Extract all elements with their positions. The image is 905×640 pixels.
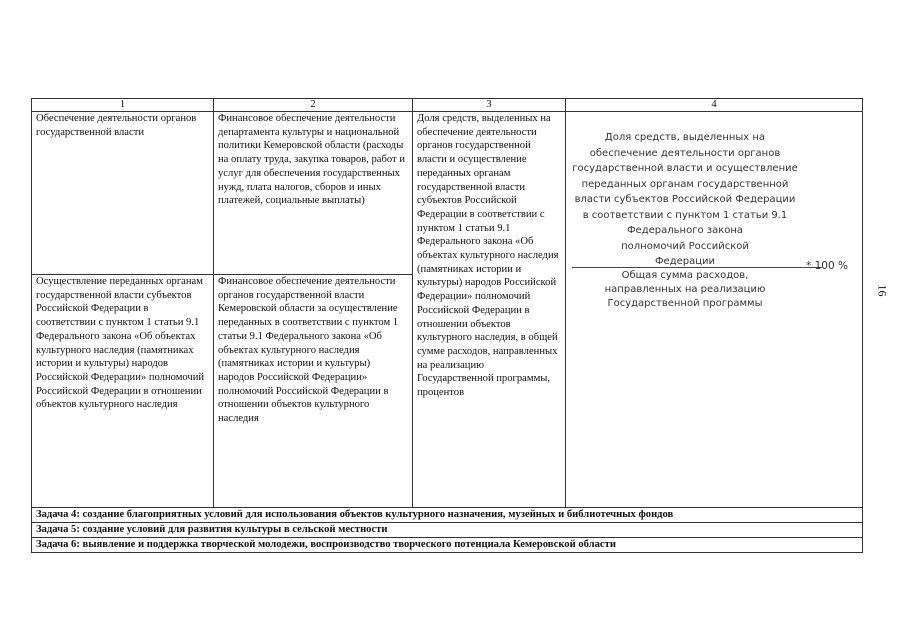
table-cell <box>32 275 214 508</box>
table-cell <box>32 112 214 275</box>
task-row <box>32 523 863 538</box>
activity-description: Финансовое обеспечение деятельности департамента культуры и национальной политики Кемеровской области (расходы на оплату труда, закупка товаров, работ и услуг для обеспечения государственных нужд, плата налогов, сборов и иных платежей, социальные выплаты) <box>218 113 405 207</box>
activity-description: Финансовое обеспечение деятельности органов государственной власти Кемеровской области за осуществление переданных в соответствии с пунктом 1 статьи 9.1 Федерального закона «Об объектах культурного наследия (памятниках истории и культуры) народов Российской Федерации» полномочий Российской Федерации в отношении объектов культурного наследия <box>218 276 399 425</box>
column-header-2: 2 <box>214 99 413 112</box>
formula-multiplier: * 100 % <box>806 260 848 272</box>
column-header-4: 4 <box>566 99 863 112</box>
task-4: Задача 4: создание благоприятных условий для использования объектов культурного назначения, музейных и библиотечных фондов <box>32 508 863 523</box>
header-row <box>32 99 863 112</box>
indicator-cell <box>413 112 566 508</box>
task-6: Задача 6: выявление и поддержка творческой молодежи, воспроизводство творческого потенциала Кемеровской области <box>32 538 863 553</box>
calculation-formula <box>566 130 858 320</box>
column-header-1: 1 <box>32 99 214 112</box>
table-cell <box>214 112 413 275</box>
formula-denominator: Общая сумма расходов, направленных на реализацию Государственной программы <box>604 270 766 309</box>
fraction-line <box>572 267 800 268</box>
task-row <box>32 508 863 523</box>
formula-numerator: Доля средств, выделенных на обеспечение деятельности органов государственной власти и осуществление переданных органам государственной власти субъектов Российской Федерации в соответствии с пунктом 1 статьи 9.1 Федерального закона полномочий Российской Федерации <box>572 132 798 267</box>
page-number: 16 <box>875 284 890 297</box>
table-cell <box>214 275 413 508</box>
task-row <box>32 538 863 553</box>
indicator-name: Доля средств, выделенных на обеспечение деятельности органов государственной власти и осуществление переданных органам государственной власти субъектов Российской Федерации в соответствии с пунктом 1 статьи 9.1 Федерального закона «Об объектах культурного наследия (памятниках истории и культуры) народов Российской Федерации» полномочий Российской Федерации в отношении объектов культурного наследия, в общей сумме расходов, направленных на реализацию Государственной программы, процентов <box>417 113 559 399</box>
task-5: Задача 5: создание условий для развития культуры в сельской местности <box>32 523 863 538</box>
activity-name: Осуществление переданных органам государственной власти субъектов Российской Федерации в соответствии с пунктом 1 статьи 9.1 Федерального закона «Об объектах культурного наследия (памятниках истории и культуры) народов Российской Федерации» полномочий Российской Федерации в отношении объектов культурного наследия <box>36 276 205 411</box>
activity-name: Обеспечение деятельности органов государственной власти <box>36 113 197 138</box>
column-header-3: 3 <box>413 99 566 112</box>
